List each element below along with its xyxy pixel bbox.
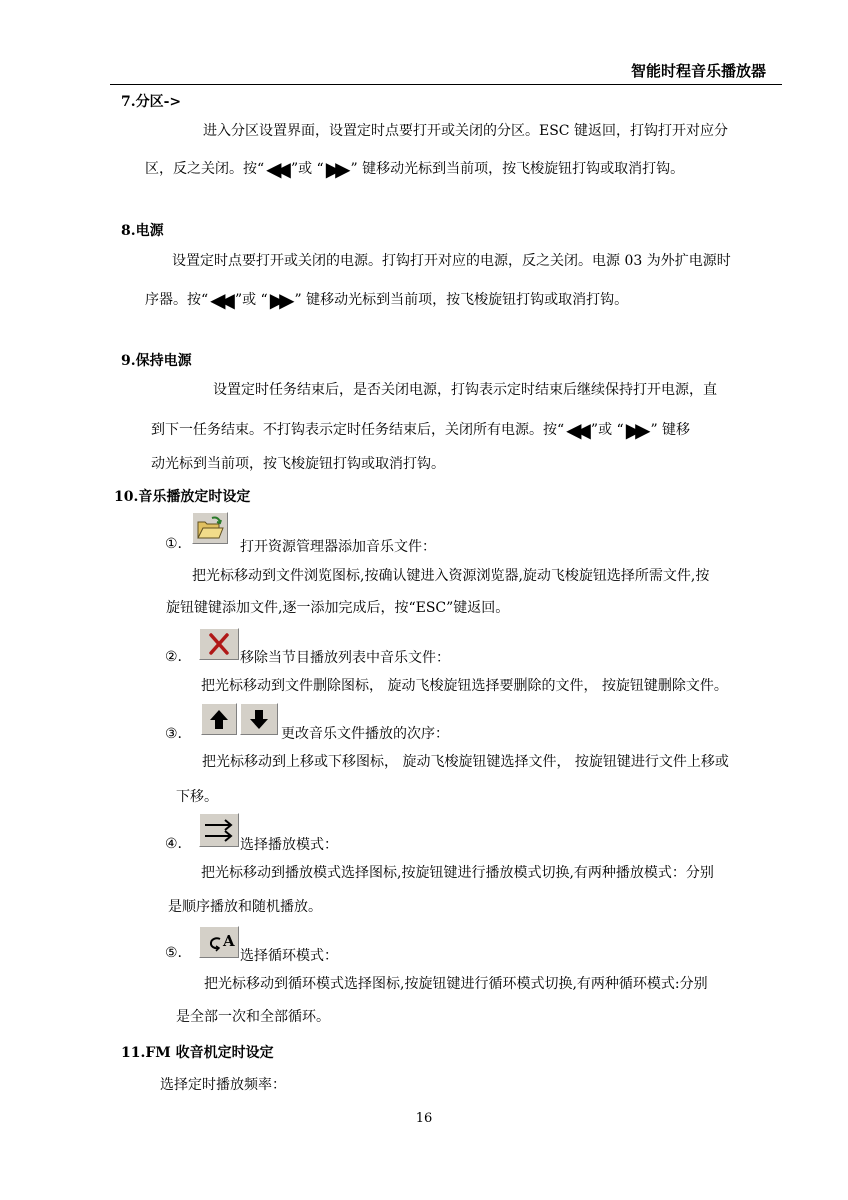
- item-1-title: 打开资源管理器添加音乐文件：: [240, 539, 436, 555]
- item-4-line2: 是顺序播放和随机播放。: [168, 899, 322, 915]
- item-3-number: ③.: [165, 726, 183, 742]
- header-rule: [110, 84, 782, 85]
- section-8-line2: [145, 288, 628, 312]
- section-10-heading: 10.音乐播放定时设定: [114, 489, 251, 505]
- item-4-title: 选择播放模式：: [240, 837, 338, 853]
- item-3-title: 更改音乐文件播放的次序：: [281, 726, 449, 742]
- section-9-line2: [151, 418, 690, 442]
- text-part: ” 键移动光标到当前项，按飞梭旋钮打钩或取消打钩。: [350, 161, 685, 177]
- fast-forward-icon: ▶▶: [625, 418, 645, 442]
- section-8-heading: 8.电源: [121, 223, 164, 239]
- text-part: ”或 “: [290, 161, 324, 177]
- section-9-line1: 设置定时任务结束后，是否关闭电源，打钩表示定时结束后继续保持打开电源，直: [213, 382, 717, 398]
- open-folder-icon: [192, 512, 228, 544]
- item-5-title: 选择循环模式：: [240, 948, 338, 964]
- item-4-number: ④.: [165, 836, 183, 852]
- item-3-line1: 把光标移动到上移或下移图标， 旋动飞梭旋钮键选择文件， 按旋钮键进行文件上移或: [202, 754, 729, 770]
- item-5-line1: 把光标移动到循环模式选择图标,按旋钮键进行循环模式切换,有两种循环模式:分别: [204, 976, 708, 992]
- item-3-line2: 下移。: [176, 789, 218, 805]
- item-2-line1: 把光标移动到文件删除图标， 旋动飞梭旋钮选择要删除的文件， 按旋钮键删除文件。: [201, 678, 728, 694]
- fast-forward-icon: ▶▶: [325, 157, 345, 181]
- item-5-line2: 是全部一次和全部循环。: [176, 1009, 330, 1025]
- header-title: 智能时程音乐播放器: [630, 62, 766, 80]
- page-number: 16: [415, 1111, 433, 1126]
- move-down-icon: [240, 703, 278, 735]
- item-1-number: ①.: [165, 536, 183, 552]
- item-4-line1: 把光标移动到播放模式选择图标,按旋钮键进行播放模式切换,有两种播放模式：分别: [201, 865, 714, 881]
- rewind-icon: ◀◀: [566, 418, 585, 442]
- text-part: ” 键移: [650, 422, 691, 438]
- item-5-number: ⑤.: [165, 945, 183, 961]
- text-part: ”或 “: [234, 292, 268, 308]
- text-part: 到下一任务结束。不打钩表示定时任务结束后，关闭所有电源。按“: [151, 422, 565, 438]
- section-9-line3: 动光标到当前项，按飞梭旋钮打钩或取消打钩。: [151, 456, 445, 472]
- section-8-line1: 设置定时点要打开或关闭的电源。打钩打开对应的电源，反之关闭。电源 03 为外扩电源时: [172, 253, 731, 269]
- fast-forward-icon: ▶▶: [269, 288, 289, 312]
- delete-icon: [199, 628, 239, 660]
- item-1-line2: 旋钮键键添加文件,逐一添加完成后，按“ESC”键返回。: [166, 600, 510, 616]
- section-11-heading: 11.FM 收音机定时设定: [121, 1045, 274, 1061]
- item-2-title: 移除当节目播放列表中音乐文件：: [240, 650, 450, 666]
- section-9-heading: 9.保持电源: [121, 353, 192, 369]
- loop-mode-icon: [199, 926, 239, 958]
- text-part: 区，反之关闭。按“: [145, 161, 265, 177]
- loop-mode-icon-label: A: [223, 932, 235, 950]
- item-2-number: ②.: [165, 649, 183, 665]
- rewind-icon: ◀◀: [266, 157, 285, 181]
- play-mode-icon: [199, 813, 239, 847]
- section-11-line1: 选择定时播放频率：: [160, 1077, 286, 1093]
- section-7-line1: 进入分区设置界面，设置定时点要打开或关闭的分区。ESC 键返回，打钩打开对应分: [203, 123, 728, 139]
- rewind-icon: ◀◀: [210, 288, 229, 312]
- text-part: 序器。按“: [145, 292, 209, 308]
- text-part: ” 键移动光标到当前项，按飞梭旋钮打钩或取消打钩。: [294, 292, 629, 308]
- section-7-line2: [145, 157, 684, 181]
- item-1-line1: 把光标移动到文件浏览图标,按确认键进入资源浏览器,旋动飞梭旋钮选择所需文件,按: [192, 568, 710, 584]
- section-7-heading: 7.分区->: [121, 94, 182, 110]
- move-up-icon: [201, 703, 237, 735]
- text-part: ”或 “: [590, 422, 624, 438]
